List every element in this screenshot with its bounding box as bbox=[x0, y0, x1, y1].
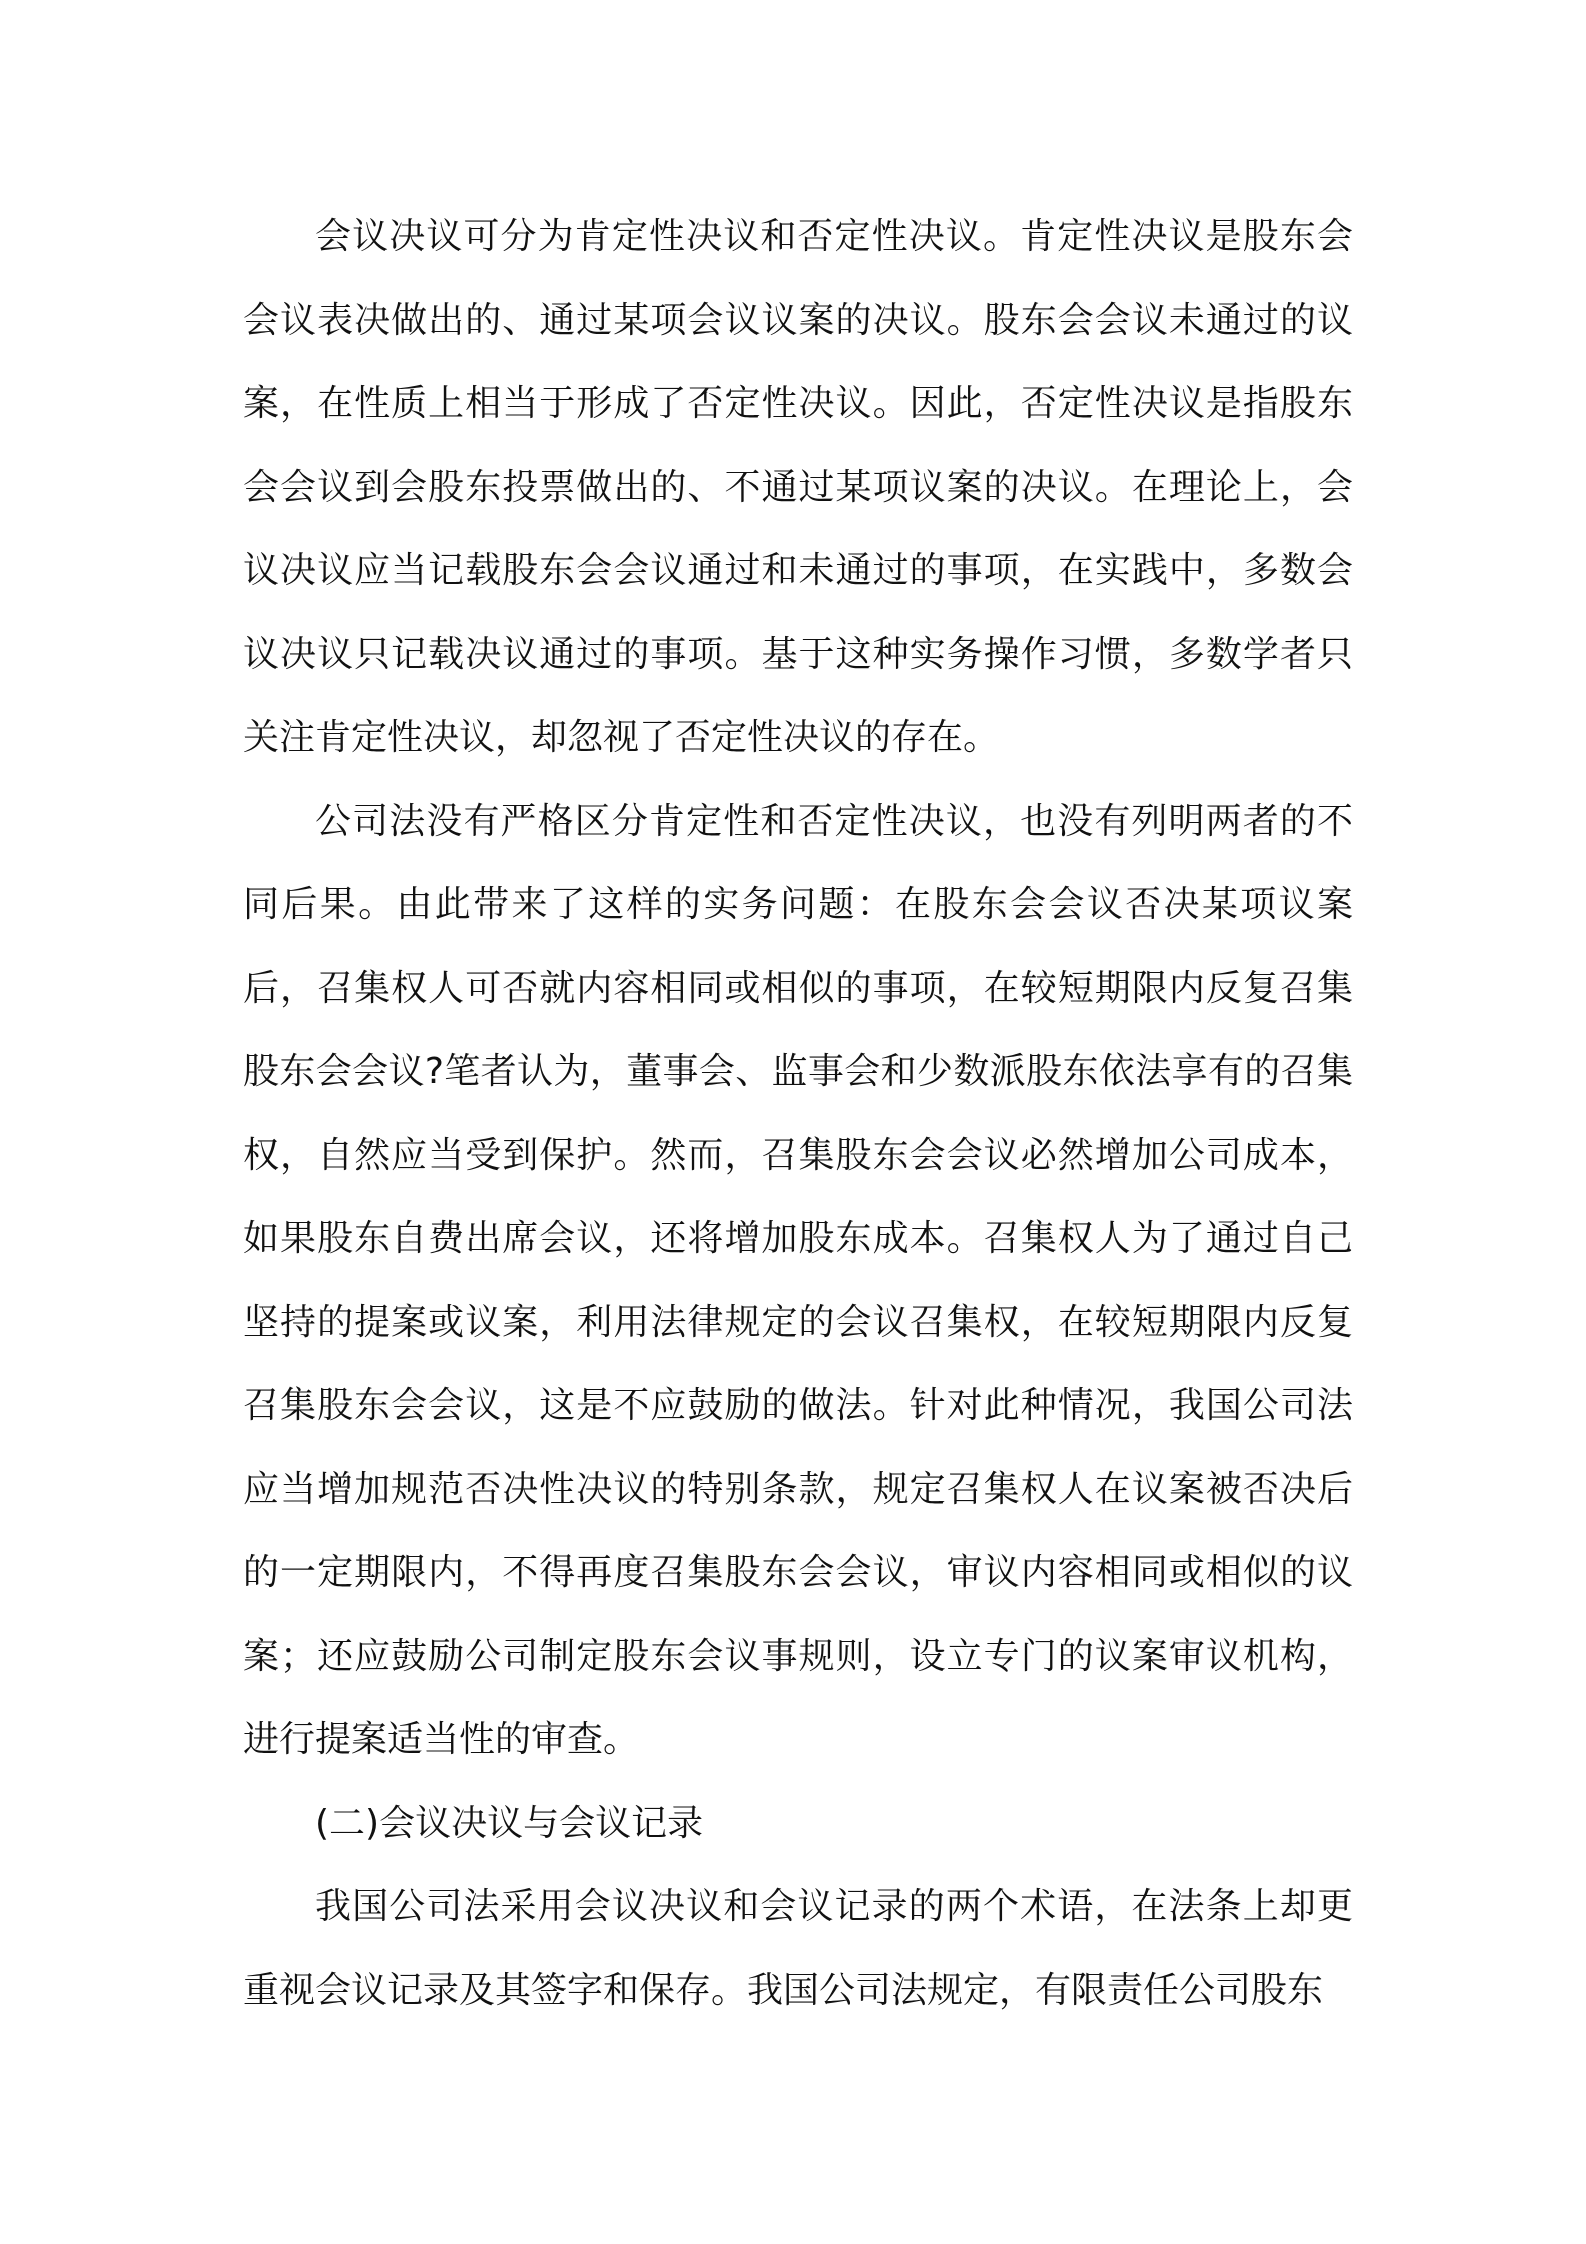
paragraph-company-law-distinction: 公司法没有严格区分肯定性和否定性决议，也没有列明两者的不同后果。由此带来了这样的实务问题：在股东会会议否决某项议案后，召集权人可否就内容相同或相似的事项，在较短期限内反复召集股东会会议?笔者认为，董事会、监事会和少数派股东依法享有的召集权，自然应当受到保护。然而，召集股东会会议必然增加公司成本，如果股东自费出席会议，还将增加股东成本。召集权人为了通过自己坚持的提案或议案，利用法律规定的会议召集权，在较短期限内反复召集股东会会议，这是不应鼓励的做法。针对此种情况，我国公司法应当增加规范否决性决议的特别条款，规定召集权人在议案被否决后的一定期限内，不得再度召集股东会会议，审议内容相同或相似的议案；还应鼓励公司制定股东会议事规则，设立专门的议案审议机构，进行提案适当性的审查。 bbox=[243, 800, 1353, 1760]
paragraph-resolution-and-minutes: 我国公司法采用会议决议和会议记录的两个术语，在法条上却更重视会议记录及其签字和保存。我国公司法规定，有限责任公司股东 bbox=[243, 1886, 1353, 2011]
section-heading: (二)会议决议与会议记录 bbox=[315, 1802, 704, 1844]
paragraph-resolution-types: 会议决议可分为肯定性决议和否定性决议。肯定性决议是股东会会议表决做出的、通过某项会议议案的决议。股东会会议未通过的议案，在性质上相当于形成了否定性决议。因此，否定性决议是指股东会会议到会股东投票做出的、不通过某项议案的决议。在理论上，会议决议应当记载股东会会议通过和未通过的事项，在实践中，多数会议决议只记载决议通过的事项。基于这种实务操作习惯，多数学者只关注肯定性决议，却忽视了否定性决议的存在。 bbox=[243, 216, 1353, 758]
document-body bbox=[243, 195, 1353, 2032]
